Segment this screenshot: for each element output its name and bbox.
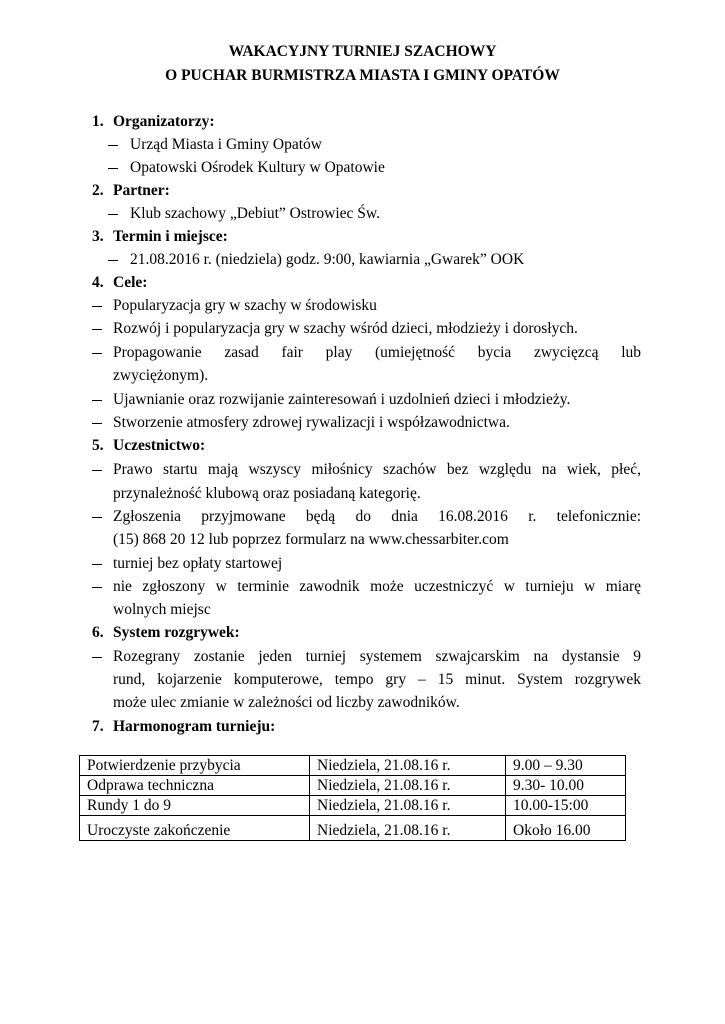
section-title: Harmonogram turnieju: (113, 718, 276, 735)
section-number: 7. (92, 718, 104, 735)
list-item-text: Rozegrany zostanie jeden turniej systemem szwajcarskim na dystansie 9 (113, 648, 641, 665)
schedule-table (79, 755, 626, 841)
section-title: System rozgrywek: (113, 624, 240, 641)
list-item-text: Ujawnianie oraz rozwijanie zainteresowań i uzdolnień dzieci i młodzieży. (113, 391, 571, 408)
table-cell: 9.30- 10.00 (506, 776, 626, 796)
list-item-text: przynależność klubową oraz posiadaną kategorię. (113, 485, 421, 502)
list-item-text: turniej bez opłaty startowej (113, 555, 283, 572)
list-item-text: (15) 868 20 12 lub poprzez formularz na www.chessarbiter.com (113, 531, 509, 548)
table-row (80, 796, 626, 816)
table-cell: Niedziela, 21.08.16 r. (310, 816, 506, 841)
section-number: 2. (92, 182, 104, 199)
section-number: 3. (92, 228, 104, 245)
section-title: Uczestnictwo: (113, 437, 206, 454)
list-item-text: Rozwój i popularyzacja gry w szachy wśród dzieci, młodzieży i dorosłych. (113, 320, 578, 337)
list-item-text: 21.08.2016 r. (niedziela) godz. 9:00, kawiarnia „Gwarek” OOK (130, 251, 525, 268)
list-item-text: Stworzenie atmosfery zdrowej rywalizacji i współzawodnictwa. (113, 414, 510, 431)
table-cell: Odprawa techniczna (80, 776, 310, 796)
list-item-text: wolnych miejsc (113, 601, 211, 618)
table-cell: Uroczyste zakończenie (80, 816, 310, 841)
table-cell: Potwierdzenie przybycia (80, 756, 310, 776)
table-row (80, 816, 626, 841)
list-item-text: Prawo startu mają wszyscy miłośnicy szachów bez względu na wiek, płeć, (113, 461, 641, 478)
list-item-text: Klub szachowy „Debiut” Ostrowiec Św. (130, 205, 380, 222)
table-cell: Rundy 1 do 9 (80, 796, 310, 816)
section-title: Organizatorzy: (113, 113, 215, 130)
section-number: 6. (92, 624, 104, 641)
list-item-text: Propagowanie zasad fair play (umiejętność bycia zwycięzcą lub (113, 344, 641, 361)
section-number: 5. (92, 437, 104, 454)
list-item-text: Opatowski Ośrodek Kultury w Opatowie (130, 159, 385, 176)
section-title: Termin i miejsce: (113, 228, 228, 245)
list-item-text: Popularyzacja gry w szachy w środowisku (113, 297, 377, 314)
table-cell: Około 16.00 (506, 816, 626, 841)
list-item-text: może ulec zmianie w zależności od liczby zawodników. (113, 694, 460, 711)
table-cell: Niedziela, 21.08.16 r. (310, 756, 506, 776)
table-cell: Niedziela, 21.08.16 r. (310, 776, 506, 796)
section-title: Partner: (113, 182, 170, 199)
section-number: 4. (92, 274, 104, 291)
table-row (80, 756, 626, 776)
table-cell: 9.00 – 9.30 (506, 756, 626, 776)
table-row (80, 776, 626, 796)
list-item-text: nie zgłoszony w terminie zawodnik może uczestniczyć w turnieju w miarę (113, 578, 641, 595)
document-title-line-1: WAKACYJNY TURNIEJ SZACHOWY (228, 43, 497, 60)
list-item-text: Urząd Miasta i Gminy Opatów (130, 136, 322, 153)
list-item-text: rund, kojarzenie komputerowe, tempo gry – 15 minut. System rozgrywek (113, 671, 641, 688)
table-cell: Niedziela, 21.08.16 r. (310, 796, 506, 816)
list-item-text: Zgłoszenia przyjmowane będą do dnia 16.08.2016 r. telefonicznie: (113, 508, 641, 525)
section-number: 1. (92, 113, 104, 130)
list-item-text: zwyciężonym). (113, 367, 209, 384)
section-title: Cele: (113, 274, 148, 291)
table-cell: 10.00-15:00 (506, 796, 626, 816)
document-title-line-2: O PUCHAR BURMISTRZA MIASTA I GMINY OPATÓW (165, 67, 560, 84)
